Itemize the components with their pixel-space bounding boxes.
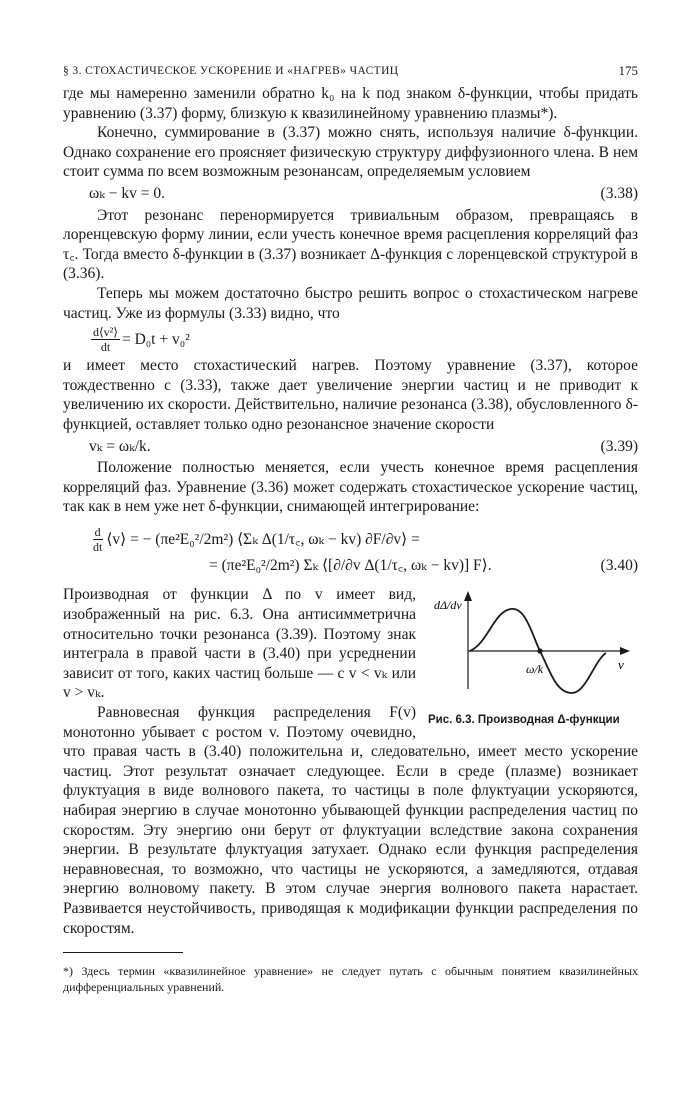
derivative-plot (428, 589, 638, 709)
equation-3-40-line-1 (63, 525, 638, 554)
equation-3-39 (63, 437, 638, 457)
x-axis-label: v (618, 657, 624, 673)
running-header (63, 58, 638, 84)
equation-3-40-first-line: ⟨v⟩ = − (πe²E₀²/2m²) ⟨Σₖ Δ(1/τ꜀, ωₖ − kv) ∂F/∂v⟩ = (106, 530, 420, 548)
equation-3-38-body: ωₖ − kv = 0. (89, 184, 165, 202)
equation-3-40-second-line: = (πe²E₀²/2m²) Σₖ ⟨[∂/∂v Δ(1/τ꜀, ωₖ − kv)] F⟩. (209, 556, 492, 574)
paragraph-3: Этот резонанс перенормируется тривиальным образом, превращаясь в лоренцевскую форму линии, если учесть конечное время расцепления корреляций фаз τ꜀. Тогда вместо δ-функции в (3.37) возникает Δ-функция с лоренцевской структурой в (3.36). (63, 206, 638, 283)
heating-numerator: d⟨v²⟩ (93, 325, 118, 340)
equation-3-40-number: (3.40) (600, 556, 638, 574)
eq340-lhs-fraction (91, 525, 104, 554)
equation-3-38 (63, 184, 638, 204)
equation-3-40-line-2 (63, 556, 638, 576)
footnote-rule (63, 952, 183, 953)
equation-heating (63, 325, 638, 354)
paragraph-7-wrap (63, 585, 638, 938)
page (63, 58, 638, 995)
eq340-lhs-denominator: dt (93, 539, 103, 554)
paragraph-4: Теперь мы можем достаточно быстро решить вопрос о стохастическом нагреве частиц. Уже из формулы (3.33) видно, что (63, 284, 638, 322)
paragraph-1: где мы намеренно заменили обратно k₀ на k под знаком δ-функции, чтобы придать уравнению (3.37) форму, близкую к квазилинейному уравнению плазмы*). (63, 85, 638, 122)
heating-fraction (91, 325, 120, 354)
marker-label: ω/k (526, 662, 544, 677)
x-axis-arrow (620, 647, 630, 655)
paragraph-8: Равновесная функция распределения F(v) монотонно убывает с ростом v. Поэтому очевидно, что правая часть в (3.40) положительна и, следовательно, имеет место ускорение частиц. Этот результат означает следующее. Если в среде (плазме) возникает флуктуация в виде волнового пакета, то частицы в поле флуктуации ускоряются, набирая энергию в случае монотонно убывающей функции распределения частиц по скоростям. Эту энергию они берут от флуктуации вследствие закона сохранения энергии. В результате флуктуация затухает. Однако если функция распределения неравновесная, то возможно, что частицы не ускоряются, а замедляются, отдавая энергию волновому пакету. В этом случае энергия волнового пакета нарастает. Развивается неустойчивость, приводящая к модификации функции распределения по скоростям. (63, 704, 638, 937)
figure-caption: Рис. 6.3. Производная Δ-функции (428, 714, 620, 727)
eq340-lhs-numerator: d (94, 524, 101, 539)
figure-6-3 (428, 589, 638, 731)
paragraph-6: Положение полностью меняется, если учесть конечное время расцепления корреляций фаз. Уравнение (3.36) может содержать стохастическое ускорение частиц, так как в нем уже нет δ-функции, снимающей интегрирование: (63, 459, 638, 516)
paragraph-5: и имеет место стохастический нагрев. Поэтому уравнение (3.37), которое тождественно с (3.33), также дает увеличение энергии частиц и не приводит к увеличению их скорости. Действительно, наличие резонанса (3.38), обусловленного δ-функцией, оставляет только одно резонансное значение скорости (63, 357, 638, 433)
paragraph-2: Конечно, суммирование в (3.37) можно снять, используя наличие δ-функции. Однако сохранение его проясняет физическую структуру диффузионного члена. В нем стоит сумма по всем возможным резонансам, определяемым условием (63, 124, 638, 181)
y-axis-label: dΔ/dv (434, 598, 462, 613)
footnote: *) Здесь термин «квазилинейное уравнение» не следует путать с обычным понятием квазилинейных дифференциальных уравнений. (63, 964, 638, 995)
section-title: § 3. СТОХАСТИЧЕСКОЕ УСКОРЕНИЕ И «НАГРЕВ» ЧАСТИЦ (63, 65, 399, 77)
equation-3-38-number: (3.38) (600, 184, 638, 202)
paragraph-7: Производная от функции Δ по v имеет вид, изображенный на рис. 6.3. Она антисимметрична относительно точки резонанса (3.39). Поэтому знак интеграла в правой части в (3.40) при усреднении зависит от того, каких частиц больше — с v < vₖ или v > vₖ. (63, 586, 416, 702)
page-number: 175 (618, 63, 638, 78)
heating-rhs: = D₀t + v₀² (121, 330, 190, 348)
y-axis-arrow (464, 591, 472, 601)
equation-3-39-body: vₖ = ωₖ/k. (89, 437, 151, 455)
equation-3-39-number: (3.39) (600, 437, 638, 455)
heating-denominator: dt (100, 340, 111, 355)
resonance-point (537, 649, 542, 654)
